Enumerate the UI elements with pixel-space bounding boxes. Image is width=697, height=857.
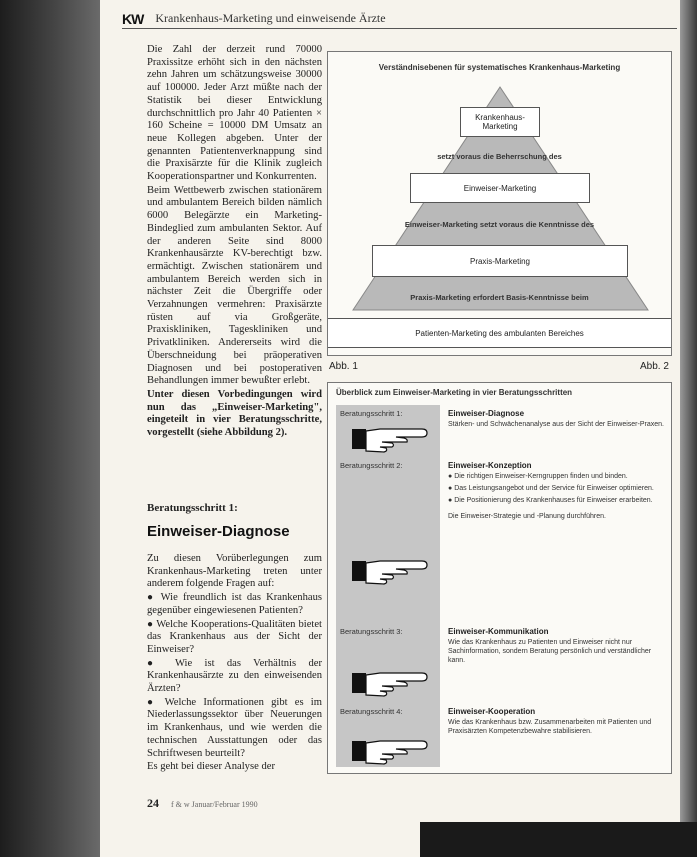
pyramid-level-praxis: Praxis-Marketing — [372, 245, 628, 277]
source-line: f & w Januar/Februar 1990 — [171, 800, 258, 809]
magazine-logo: KW — [122, 10, 144, 27]
step-bullet: ● Die richtigen Einweiser-Kerngruppen finden und binden. — [448, 473, 666, 482]
step-description — [448, 409, 666, 430]
pointing-hand-icon — [352, 555, 428, 585]
pyramid-figure — [327, 51, 672, 356]
step-bullets — [448, 473, 666, 505]
paragraph: Die Zahl der derzeit rund 70000 Praxissitze erhöht sich in den nächsten zehn Jahren um schätzungsweise 30000 auf 100000. Jeder Arzt müßte nach der Statistik bei dieser Entwicklung durchschnittlich pro Jahr 40 Patienten × 160 Scheine = 10000 DM Umsatz an neue Kollegen abgeben. Unter der genannten Patientenverknappung sind die Praxisärzte für die Klinik zugleich Kooperationspartner und Konkurrenten. — [147, 44, 322, 183]
question-item: ● Welche Kooperations-Qualitäten bietet das Krankenhaus aus der Sicht der Einweiser? — [147, 619, 322, 657]
page-number: 24 — [147, 796, 159, 810]
figure-2-label: Abb. 2 — [640, 361, 669, 372]
running-title: Krankenhaus-Marketing und einweisende Ärzte — [155, 11, 386, 25]
pointing-hand-icon — [352, 735, 428, 765]
magazine-page — [100, 0, 680, 857]
section-title: Einweiser-Diagnose — [147, 522, 290, 540]
step-heading: Einweiser-Kommunikation — [448, 627, 549, 636]
step-text: Wie das Krankenhaus bzw. Zusammenarbeiten mit Patienten und Praxisärzten Kompetenzbewahre stabilisieren. — [448, 719, 652, 735]
step-label: Beratungsschritt 3: — [340, 627, 403, 636]
paragraph: Beim Wettbewerb zwischen stationärem und ambulantem Bereich bilden nämlich 6000 Belegärzte ein Marketing-Bindeglied zum ambulanten Sektor. Auf der anderen Seite sind 8000 Krankenhausärzte KV-berechtigt bzw. ermächtigt. Zwischen stationärem und ambulantem Bereich werden sich in nächster Zeit die Übergriffe oder Verzahnungen vermehren: Praxisärzte rüsten auf via Großgeräte, Praxiskliniken, Tageskliniken und Privatkliniken. Andererseits wird die Überschneidung bei präoperativen Diagnosen und bei postoperativen Behandlungen immer bewußter erlebt. — [147, 184, 322, 387]
steps-panel — [336, 405, 440, 767]
pyramid-connector-text: Einweiser-Marketing setzt voraus die Kenntnisse des — [404, 220, 595, 229]
intro-paragraph: Zu diesen Vorüberlegungen zum Krankenhaus-Marketing treten unter anderem folgende Fragen auf: — [147, 552, 322, 590]
pyramid-level-einweiser: Einweiser-Marketing — [410, 173, 590, 203]
figure-title: Verständnisebenen für systematisches Krankenhaus-Marketing — [378, 63, 621, 72]
body-column — [147, 44, 322, 775]
step-text: Wie das Krankenhaus zu Patienten und Einweiser nicht nur Sachinformation, sondern Beratung persönlich und verständlicher kann. — [448, 639, 652, 664]
question-item: ● Wie freundlich ist das Krankenhaus gegenüber eingewiesenen Patienten? — [147, 592, 322, 617]
step-text: Die Einweiser-Strategie und -Planung durchführen. — [448, 513, 606, 521]
pyramid-apex: Krankenhaus-Marketing — [460, 107, 540, 137]
page-header — [122, 9, 677, 29]
step-heading: Einweiser-Konzeption — [448, 461, 532, 470]
pyramid-base: Patienten-Marketing des ambulanten Bereiches — [328, 318, 671, 348]
figure-1-label: Abb. 1 — [329, 361, 358, 372]
pointing-hand-icon — [352, 667, 428, 697]
step-description — [448, 707, 666, 737]
step-label: Beratungsschritt 4: — [340, 707, 403, 716]
step-description — [448, 461, 666, 522]
pointing-hand-icon — [352, 423, 428, 453]
step-description — [448, 627, 666, 665]
pyramid-connector-text: setzt voraus die Beherrschung des — [437, 152, 562, 161]
step-heading: Einweiser-Diagnose — [448, 409, 525, 418]
step-bullet: ● Die Positionierung des Krankenhauses für Einweiser erarbeiten. — [448, 497, 666, 506]
continuation-line: Es geht bei dieser Analyse der — [147, 761, 275, 773]
figure-title: Überblick zum Einweiser-Marketing in vier Beratungsschritten — [336, 388, 573, 397]
step-label: Beratungsschritt 2: — [340, 461, 403, 470]
scan-left-margin — [0, 0, 100, 857]
step-heading: Einweiser-Kooperation — [448, 707, 536, 716]
overview-figure — [327, 382, 672, 774]
step-label: Beratungsschritt 1: — [340, 409, 403, 418]
scan-bottom-edge — [420, 822, 697, 857]
question-item: ● Wie ist das Verhältnis der Krankenhausärzte zu den einweisenden Ärzten? — [147, 658, 322, 696]
pyramid-shape — [328, 52, 673, 357]
scan-right-edge — [680, 0, 697, 857]
bold-paragraph: Unter diesen Vorbedingungen wird nun das „Einweiser-Marketing", eingeteilt in vier Beratungsschritte, vorgestellt (siehe Abbildung 2). — [147, 388, 322, 439]
question-item: ● Welche Informationen gibt es im Niederlassungssektor über Neuerungen im Krankenhaus, und wie werden die technischen Ausstattungen oder das Schriftwesen beurteilt? — [147, 697, 322, 761]
pyramid-connector-text: Praxis-Marketing erfordert Basis-Kenntnisse beim — [410, 293, 589, 302]
step-text: Stärken- und Schwächenanalyse aus der Sicht der Einweiser-Praxen. — [448, 421, 664, 428]
page-footer — [147, 796, 258, 811]
section-label: Beratungsschritt 1: — [147, 501, 238, 514]
step-bullet: ● Das Leistungsangebot und der Service für Einweiser optimieren. — [448, 485, 666, 494]
